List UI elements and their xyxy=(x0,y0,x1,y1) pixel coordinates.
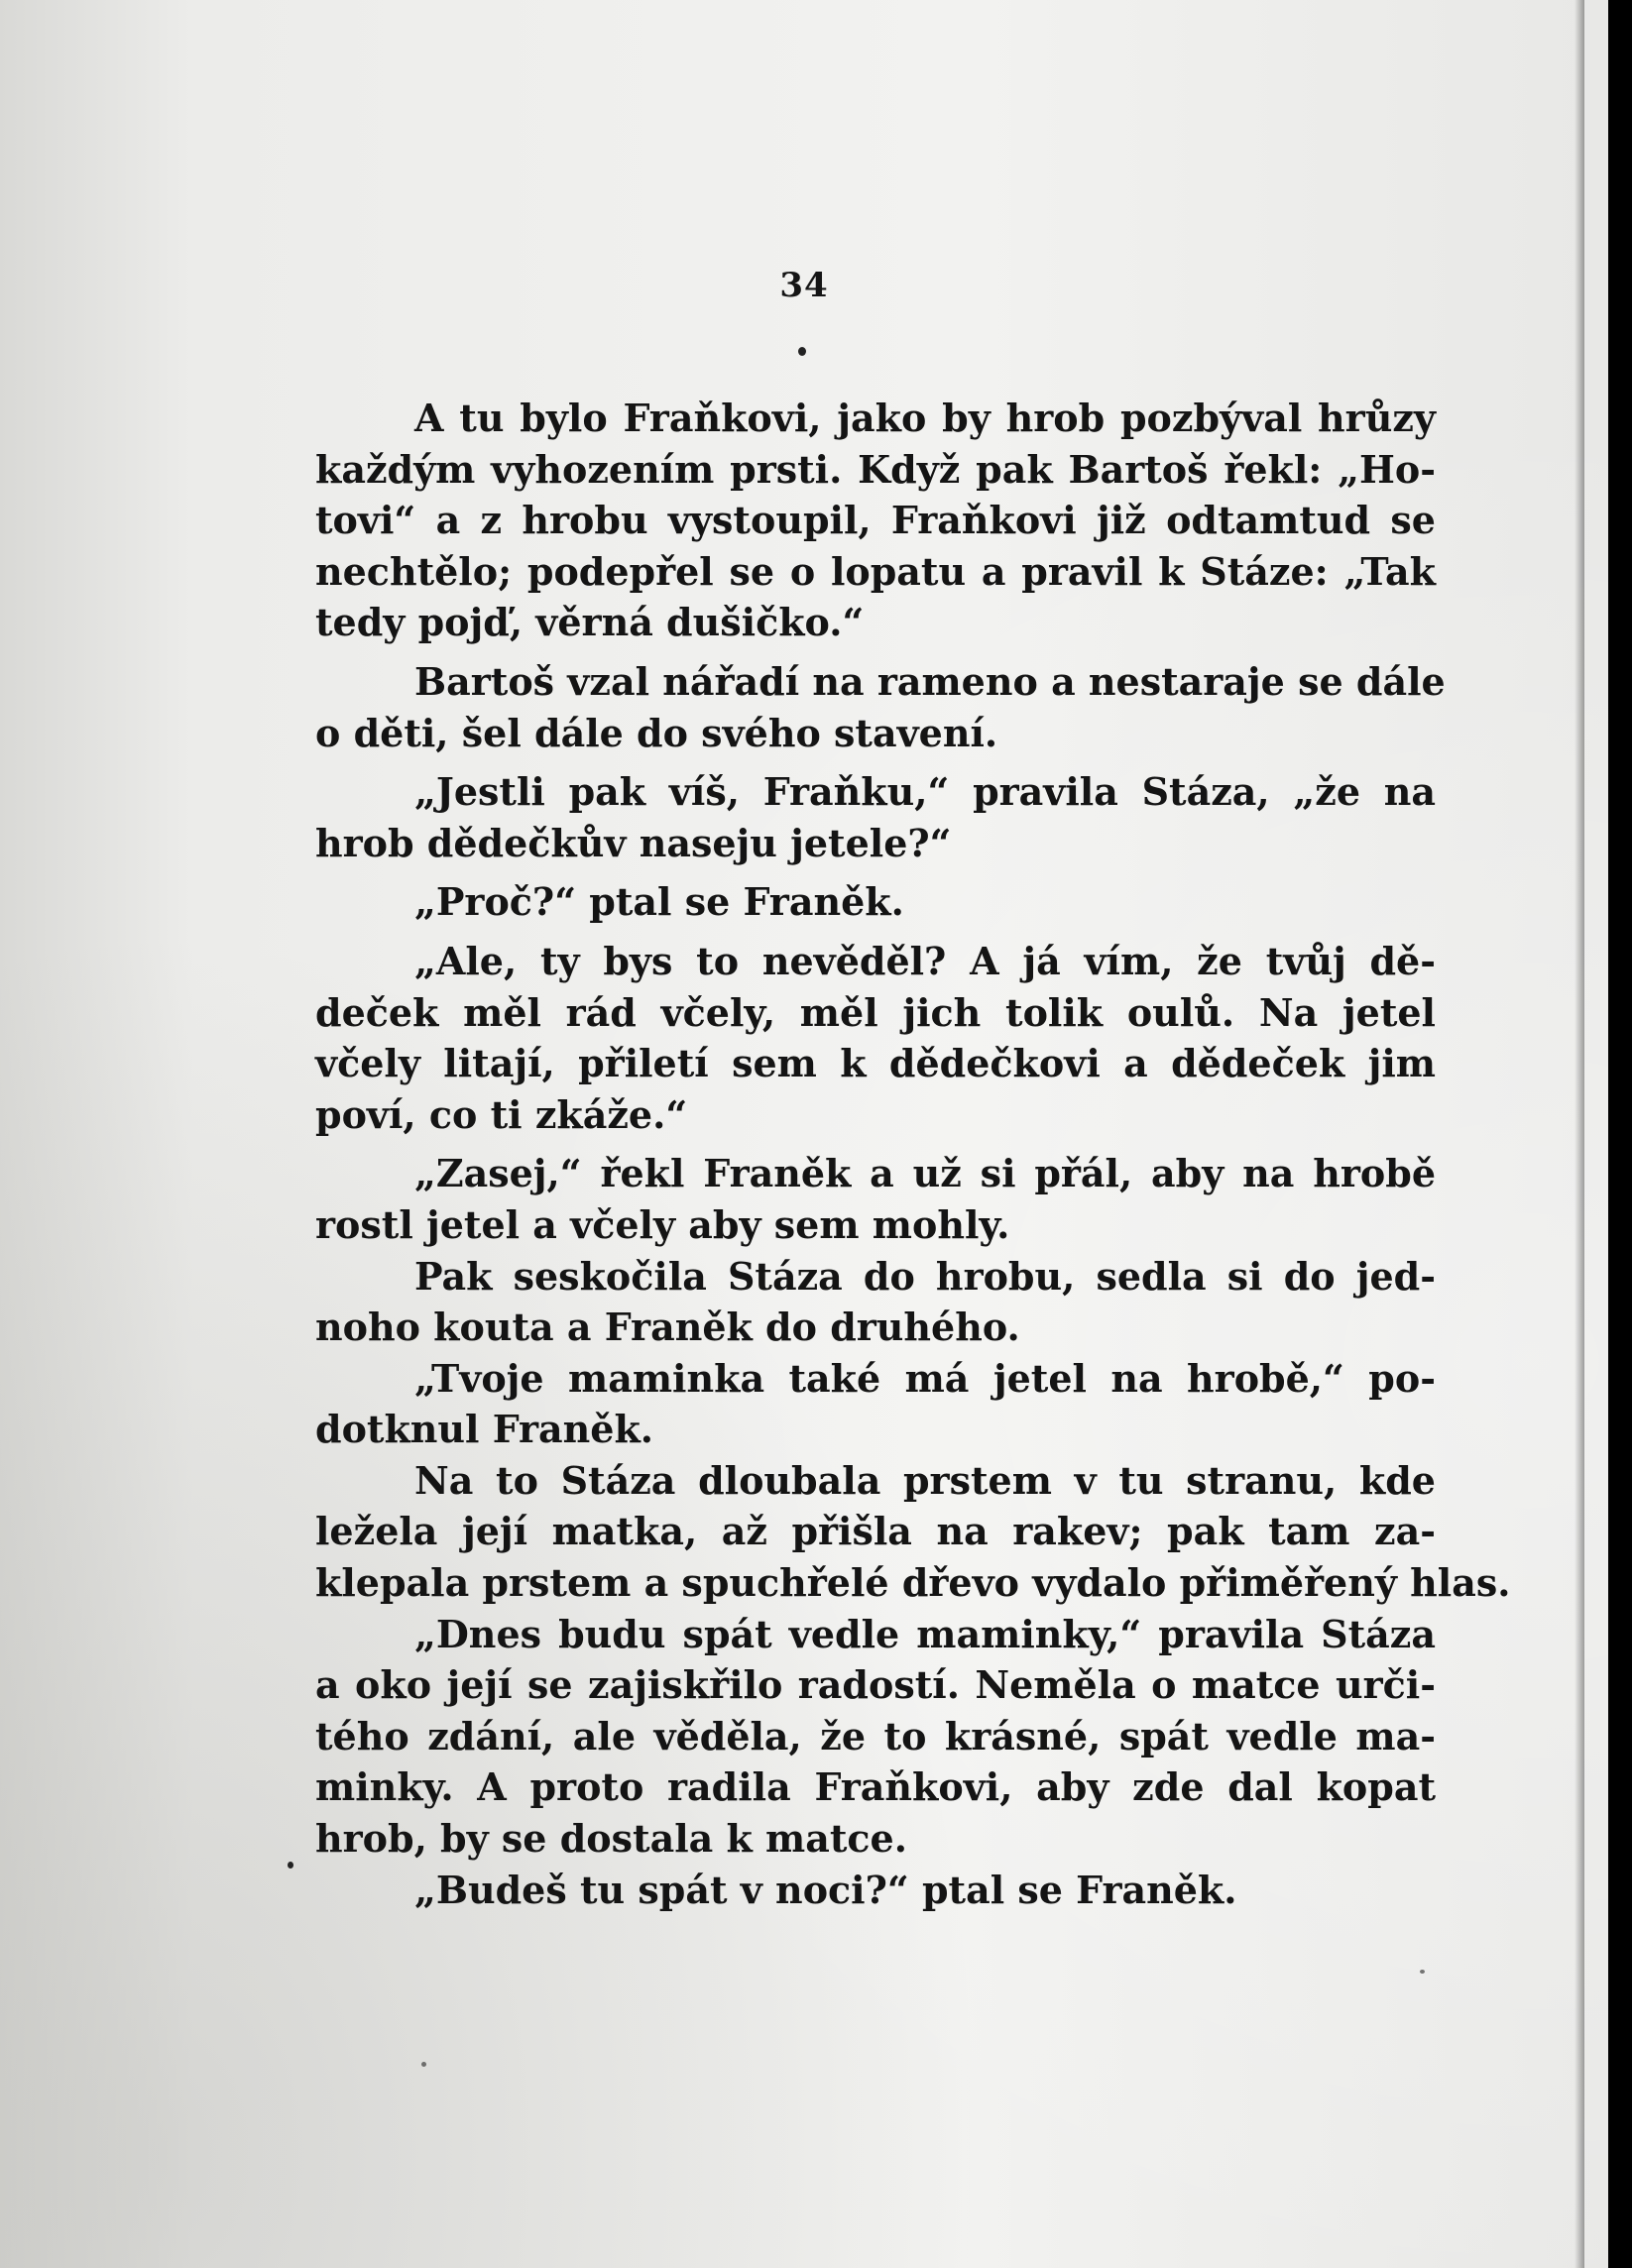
text-line: „Zasej,“ řekl Franěk a už si přál, aby na hrobě xyxy=(414,1151,1436,1196)
ink-speck xyxy=(288,1862,293,1869)
text-line: „Jestli pak víš, Fraňku,“ pravila Stáza, „že na xyxy=(414,769,1436,815)
text-line: včely litají, přiletí sem k dědečkovi a dědeček jim xyxy=(315,1041,1436,1086)
text-line: rostl jetel a včely aby sem mohly. xyxy=(315,1201,1010,1247)
text-line: A tu bylo Fraňkovi, jako by hrob pozbýval hrůzy xyxy=(414,396,1436,440)
text-line: dotknul Franěk. xyxy=(315,1407,654,1452)
ink-speck xyxy=(421,2062,426,2067)
page-edge-shadow xyxy=(1574,0,1584,2268)
text-line: každým vyhozením prsti. Když pak Bartoš řekl: „Ho- xyxy=(315,446,1436,492)
ink-speck xyxy=(798,347,806,356)
text-line: „Dnes budu spát vedle maminky,“ pravila Stáza xyxy=(414,1611,1436,1656)
text-line: „Proč?“ ptal se Franěk. xyxy=(414,879,904,925)
text-line: minky. A proto radila Fraňkovi, aby zde dal kopat xyxy=(315,1764,1436,1810)
text-line: a oko její se zajiskřilo radostí. Neměla o matce urči- xyxy=(315,1662,1436,1708)
text-line: tého zdání, ale věděla, že to krásné, spát vedle ma- xyxy=(315,1713,1436,1758)
text-line: Pak seskočila Stáza do hrobu, sedla si do jed- xyxy=(414,1253,1436,1299)
page-number: 34 xyxy=(779,266,829,305)
text-line: noho kouta a Franěk do druhého. xyxy=(315,1304,1020,1350)
body-text xyxy=(315,393,1511,1915)
text-line: tedy pojď, věrná dušičko.“ xyxy=(315,600,865,645)
text-line: deček měl rád včely, měl jich tolik oulů. Na jetel xyxy=(315,989,1436,1035)
text-line: tovi“ a z hrobu vystoupil, Fraňkovi již odtamtud se xyxy=(315,498,1436,543)
text-line: klepala prstem a spuchřelé dřevo vydalo přiměřený hlas. xyxy=(315,1560,1511,1606)
text-line: nechtělo; podepřel se o lopatu a pravil k Stáze: „Tak xyxy=(315,548,1436,594)
text-line: hrob dědečkův naseju jetele?“ xyxy=(315,820,952,865)
text-line: o děti, šel dále do svého stavení. xyxy=(315,710,998,755)
text-line: „Tvoje maminka také má jetel na hrobě,“ po- xyxy=(414,1355,1436,1401)
text-line: „Budeš tu spát v noci?“ ptal se Franěk. xyxy=(414,1867,1237,1912)
text-line: Na to Stáza dloubala prstem v tu stranu, kde xyxy=(414,1457,1436,1503)
text-line: „Ale, ty bys to nevěděl? A já vím, že tvůj dě- xyxy=(414,938,1436,983)
text-line: poví, co ti zkáže.“ xyxy=(315,1091,688,1137)
text-line: ležela její matka, až přišla na rakev; pak tam za- xyxy=(315,1509,1436,1554)
text-line: hrob, by se dostala k matce. xyxy=(315,1816,907,1862)
text-line: Bartoš vzal nářadí na rameno a nestaraje se dále xyxy=(414,658,1446,704)
ink-speck xyxy=(1420,1970,1425,1974)
